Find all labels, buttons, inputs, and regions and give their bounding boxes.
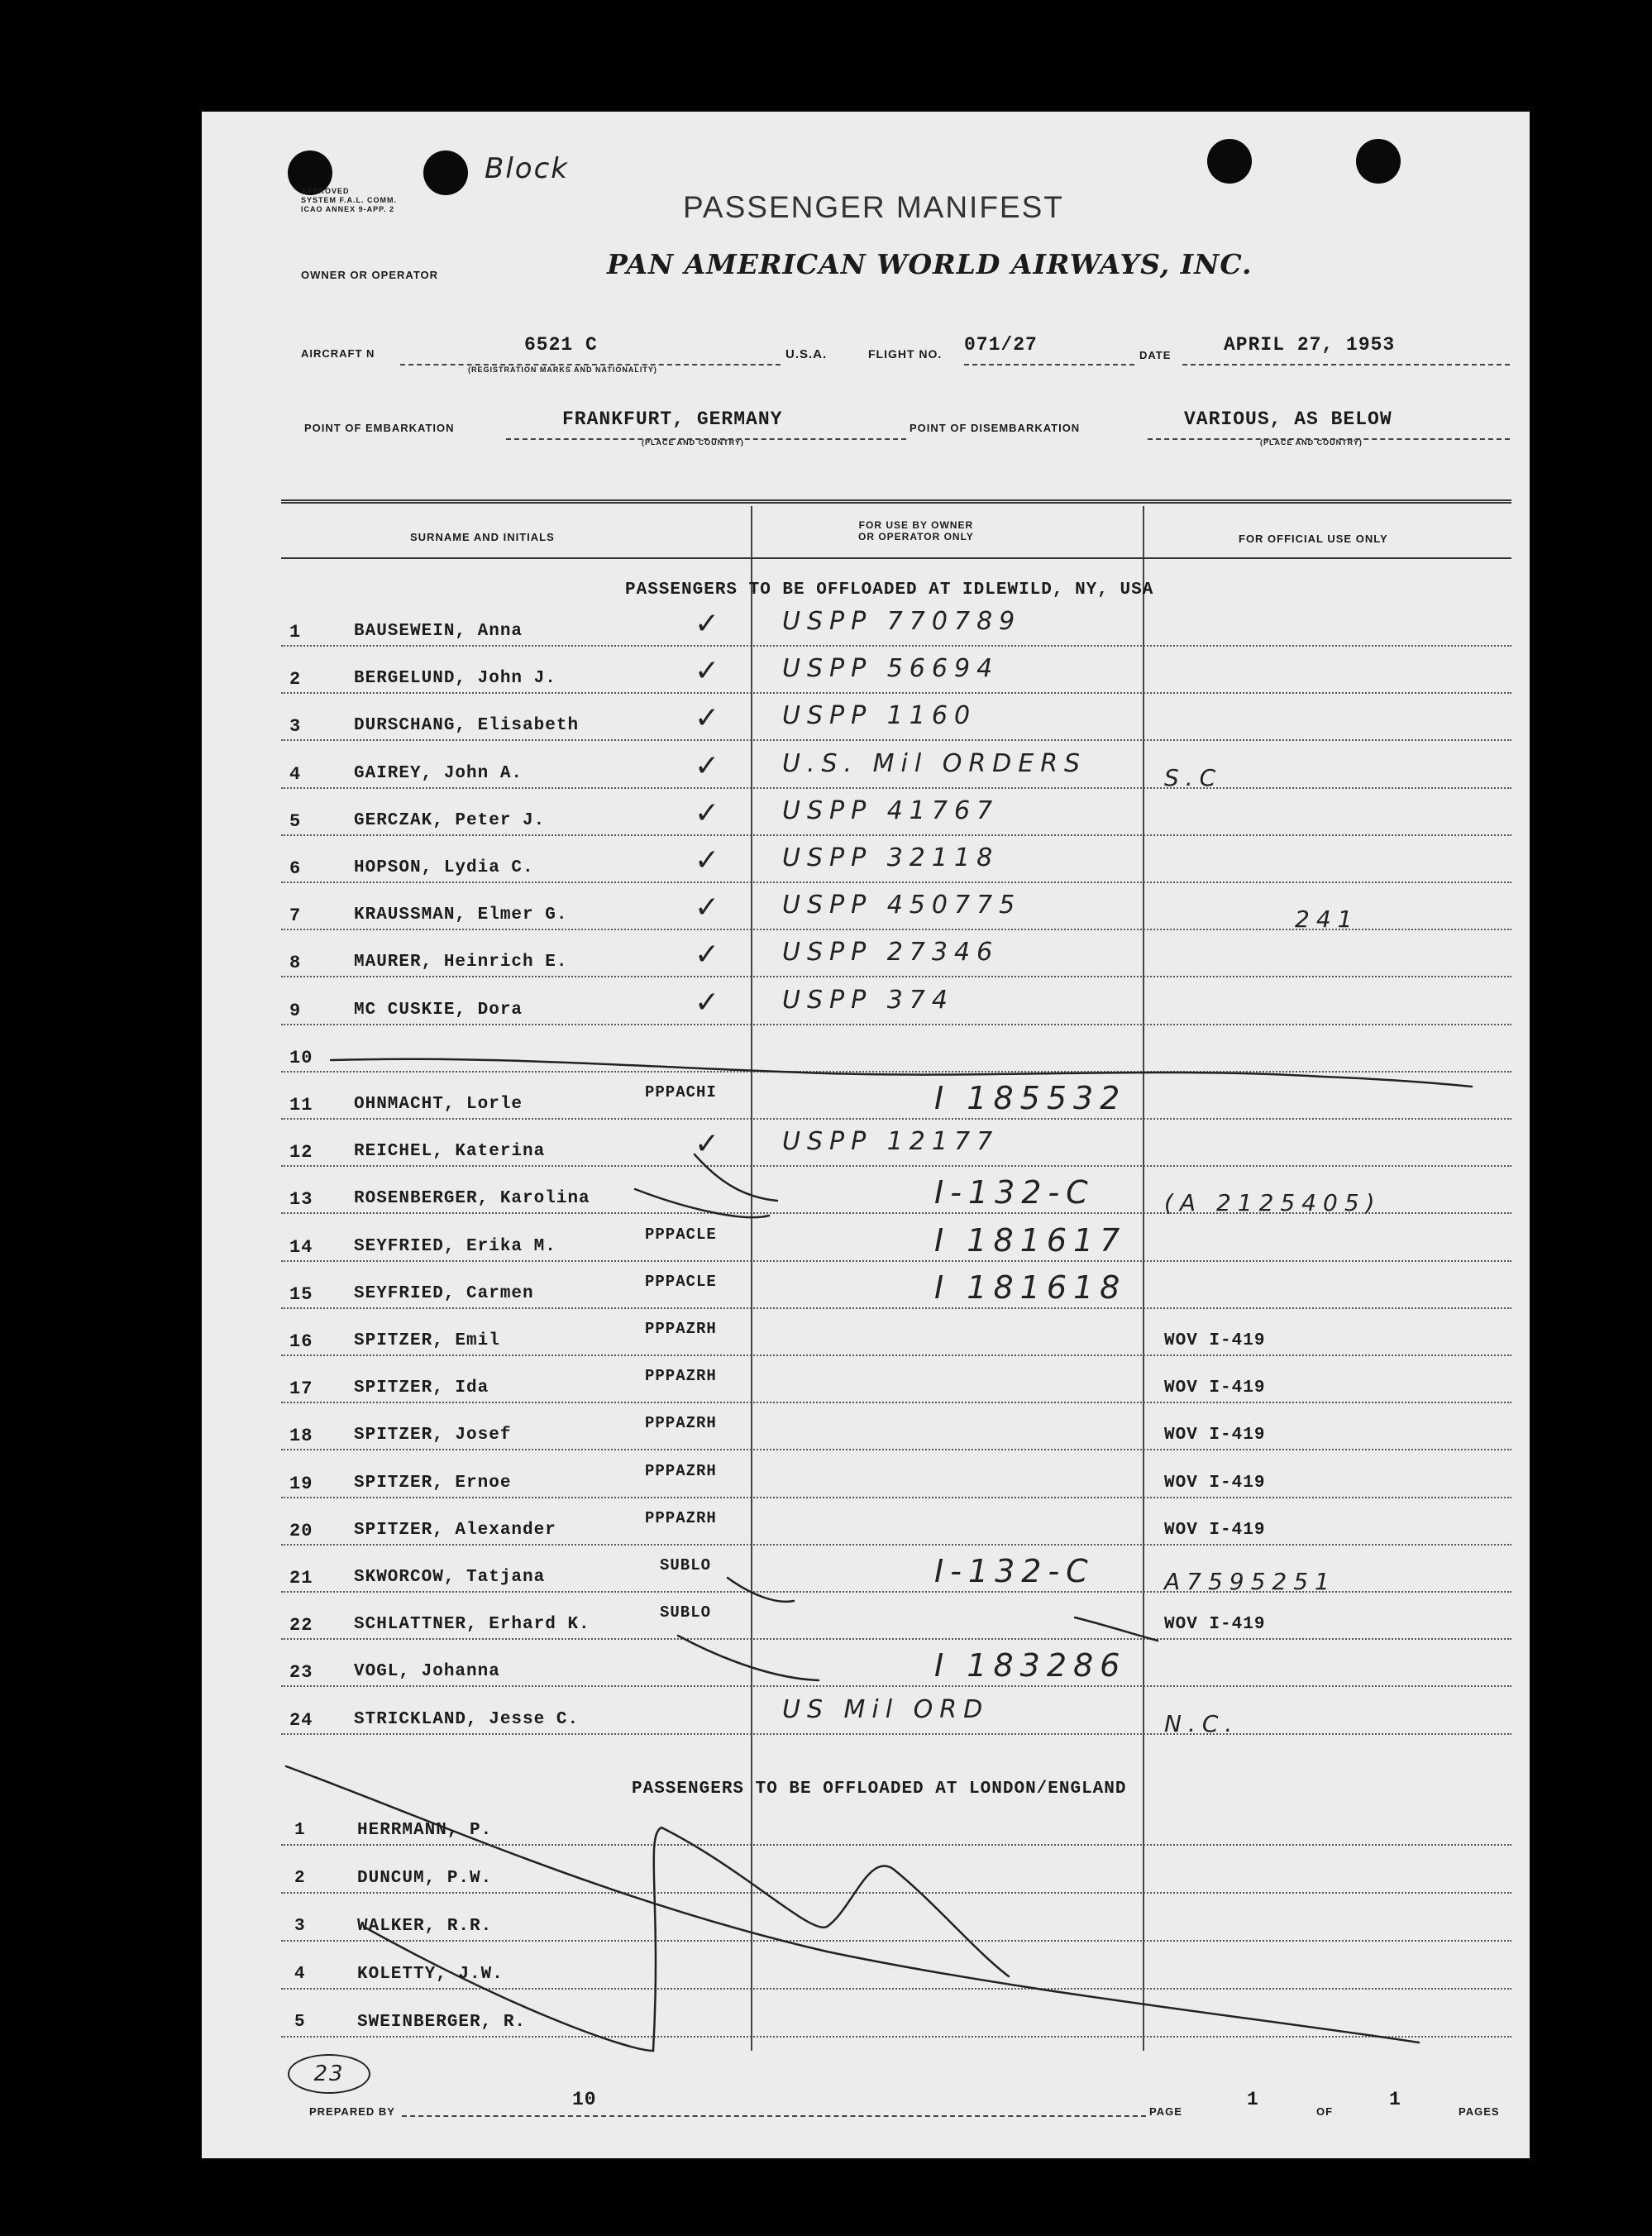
total-pages: 1 — [1389, 2089, 1401, 2110]
passenger-name: SPITZER, Ida — [354, 1378, 489, 1398]
row-number: 4 — [289, 764, 302, 785]
passenger-name: KOLETTY, J.W. — [357, 1965, 504, 1984]
handwritten-circle-note: 23 — [288, 2054, 370, 2094]
passenger-name: MAURER, Heinrich E. — [354, 953, 568, 972]
check-mark-icon: ✓ — [695, 938, 727, 972]
passenger-name: SEYFRIED, Erika M. — [354, 1237, 556, 1256]
row-number: 9 — [289, 1001, 302, 1021]
row-number: 24 — [289, 1710, 313, 1731]
routing-code: PPPACHI — [645, 1083, 717, 1101]
check-mark-icon: ✓ — [695, 701, 727, 735]
passenger-name: ROSENBERGER, Karolina — [354, 1189, 590, 1208]
row-number: 18 — [289, 1426, 313, 1446]
row-number: 11 — [289, 1095, 313, 1116]
passenger-name: GERCZAK, Peter J. — [354, 811, 546, 830]
col-header-surname: SURNAME AND INITIALS — [410, 531, 555, 543]
aircraft-value: 6521 C — [524, 334, 598, 356]
official-note: WOV I-419 — [1164, 1615, 1266, 1634]
usa-label: U.S.A. — [785, 347, 828, 361]
check-mark-icon: ✓ — [695, 796, 727, 830]
passport-note: USPP 27346 — [782, 938, 1000, 967]
passenger-name: SPITZER, Alexander — [354, 1521, 556, 1540]
passport-note: USPP 56694 — [782, 654, 1000, 683]
official-note: N.C. — [1164, 1710, 1239, 1737]
passenger-name: SPITZER, Josef — [354, 1426, 512, 1445]
row-number: 15 — [289, 1284, 313, 1305]
row-number: 10 — [289, 1048, 313, 1068]
check-mark-icon: ✓ — [695, 607, 727, 641]
passenger-name: SCHLATTNER, Erhard K. — [354, 1615, 590, 1634]
official-note: (A 2125405) — [1164, 1189, 1382, 1216]
page-number: 1 — [1247, 2089, 1259, 2110]
check-mark-icon: ✓ — [695, 749, 727, 783]
passport-note: I 181617 — [934, 1222, 1127, 1259]
row-number: 20 — [289, 1521, 313, 1541]
row-number: 8 — [289, 953, 302, 973]
passenger-name: SEYFRIED, Carmen — [354, 1284, 534, 1303]
row-number: 13 — [289, 1189, 313, 1210]
check-mark-icon: ✓ — [695, 1127, 727, 1161]
check-mark-icon: ✓ — [695, 986, 727, 1020]
embarkation-label: POINT OF EMBARKATION — [304, 422, 455, 434]
passport-note: US Mil ORD — [782, 1695, 990, 1724]
passenger-name: REICHEL, Katerina — [354, 1142, 546, 1161]
routing-code: PPPAZRH — [645, 1509, 717, 1527]
row-number: 22 — [289, 1615, 313, 1636]
row-number: 3 — [294, 1917, 306, 1936]
approval-stamp: APPROVED SYSTEM F.A.L. COMM. ICAO ANNEX 9-APP. 2 — [301, 187, 398, 213]
official-note: WOV I-419 — [1164, 1331, 1266, 1350]
row-number: 5 — [294, 2013, 306, 2032]
passport-note: I 185532 — [934, 1080, 1127, 1116]
routing-code: PPPACLE — [645, 1226, 717, 1244]
passenger-name: BERGELUND, John J. — [354, 669, 556, 688]
handwritten-top-note: Block — [485, 152, 569, 185]
official-note: 241 — [1295, 905, 1359, 933]
passenger-name: OHNMACHT, Lorle — [354, 1095, 523, 1114]
official-note: A7595251 — [1164, 1568, 1336, 1595]
check-mark-icon: ✓ — [695, 654, 727, 688]
passport-note: I 183286 — [934, 1647, 1127, 1684]
pages-label: PAGES — [1459, 2105, 1500, 2118]
row-number: 1 — [294, 1821, 306, 1840]
passenger-name: STRICKLAND, Jesse C. — [354, 1710, 580, 1729]
official-note: WOV I-419 — [1164, 1474, 1266, 1493]
routing-code: PPPAZRH — [645, 1462, 717, 1480]
flight-label: FLIGHT NO. — [868, 347, 943, 361]
row-number: 3 — [289, 716, 302, 737]
passenger-name: SWEINBERGER, R. — [357, 2013, 527, 2032]
passenger-name: DUNCUM, P.W. — [357, 1869, 493, 1888]
col-header-official: FOR OFFICIAL USE ONLY — [1239, 533, 1388, 545]
page-title: PASSENGER MANIFEST — [683, 190, 1064, 224]
row-number: 7 — [289, 905, 302, 926]
disembarkation-value: VARIOUS, AS BELOW — [1184, 408, 1392, 430]
routing-code: PPPACLE — [645, 1273, 717, 1291]
embarkation-value: FRANKFURT, GERMANY — [562, 408, 783, 430]
row-number: 6 — [289, 858, 302, 879]
passport-note: I-132-C — [934, 1174, 1095, 1211]
routing-code: SUBLO — [660, 1603, 712, 1622]
passenger-name: KRAUSSMAN, Elmer G. — [354, 905, 568, 924]
row-number: 2 — [294, 1869, 306, 1888]
passenger-name: SPITZER, Emil — [354, 1331, 500, 1350]
prepared-by-value: 10 — [572, 2089, 597, 2110]
check-mark-icon: ✓ — [695, 843, 727, 877]
passport-note: I 181618 — [934, 1269, 1127, 1306]
col-header-owner: FOR USE BY OWNER OR OPERATOR ONLY — [858, 519, 974, 542]
passenger-name: HERRMANN, P. — [357, 1821, 493, 1840]
passenger-name: BAUSEWEIN, Anna — [354, 622, 523, 641]
operator-name: PAN AMERICAN WORLD AIRWAYS, INC. — [607, 248, 1253, 280]
routing-code: PPPAZRH — [645, 1320, 717, 1338]
disembarkation-label: POINT OF DISEMBARKATION — [910, 422, 1081, 434]
section-header-idlewild: PASSENGERS TO BE OFFLOADED AT IDLEWILD, NY, USA — [625, 580, 1154, 600]
aircraft-sublabel: (REGISTRATION MARKS AND NATIONALITY) — [468, 366, 657, 374]
passenger-name: SKWORCOW, Tatjana — [354, 1568, 546, 1587]
official-note: WOV I-419 — [1164, 1426, 1266, 1445]
routing-code: PPPAZRH — [645, 1414, 717, 1432]
disembark-sublabel: (PLACE AND COUNTRY) — [1260, 438, 1363, 447]
aircraft-label: AIRCRAFT N — [301, 347, 375, 360]
page-label: PAGE — [1149, 2105, 1182, 2118]
passenger-name: GAIREY, John A. — [354, 764, 523, 783]
passport-note: U.S. Mil ORDERS — [782, 749, 1087, 778]
section-header-london: PASSENGERS TO BE OFFLOADED AT LONDON/ENGLAND — [632, 1780, 1127, 1799]
prepared-by-label: PREPARED BY — [309, 2105, 395, 2118]
passport-note: USPP 12177 — [782, 1127, 1000, 1156]
official-note: S.C — [1164, 764, 1223, 791]
row-number: 17 — [289, 1378, 313, 1399]
passport-note: USPP 374 — [782, 986, 954, 1015]
official-note: WOV I-419 — [1164, 1378, 1266, 1398]
official-note: WOV I-419 — [1164, 1521, 1266, 1540]
row-number: 16 — [289, 1331, 313, 1352]
routing-code: SUBLO — [660, 1556, 712, 1574]
passport-note: USPP 32118 — [782, 843, 1000, 872]
row-number: 1 — [289, 622, 302, 643]
routing-code: PPPAZRH — [645, 1367, 717, 1385]
row-number: 2 — [289, 669, 302, 690]
passenger-name: MC CUSKIE, Dora — [354, 1001, 523, 1020]
passenger-name: HOPSON, Lydia C. — [354, 858, 534, 877]
embark-sublabel: (PLACE AND COUNTRY) — [642, 438, 744, 447]
passenger-name: VOGL, Johanna — [354, 1662, 500, 1681]
row-number: 23 — [289, 1662, 313, 1683]
date-label: DATE — [1139, 349, 1172, 361]
flight-value: 071/27 — [964, 334, 1038, 356]
date-value: APRIL 27, 1953 — [1224, 334, 1396, 356]
row-number: 21 — [289, 1568, 313, 1589]
of-label: OF — [1316, 2105, 1334, 2118]
row-number: 5 — [289, 811, 302, 832]
passenger-name: SPITZER, Ernoe — [354, 1474, 512, 1493]
passenger-name: DURSCHANG, Elisabeth — [354, 716, 580, 735]
passenger-name: WALKER, R.R. — [357, 1917, 493, 1936]
row-number: 19 — [289, 1474, 313, 1494]
check-mark-icon: ✓ — [695, 891, 727, 924]
passport-note: I-132-C — [934, 1553, 1095, 1589]
owner-label: OWNER OR OPERATOR — [301, 269, 439, 281]
row-number: 12 — [289, 1142, 313, 1163]
row-number: 4 — [294, 1965, 306, 1984]
passport-note: USPP 1160 — [782, 701, 977, 730]
passport-note: USPP 770789 — [782, 607, 1022, 636]
row-number: 14 — [289, 1237, 313, 1258]
passport-note: USPP 450775 — [782, 891, 1022, 920]
passport-note: USPP 41767 — [782, 796, 1000, 825]
